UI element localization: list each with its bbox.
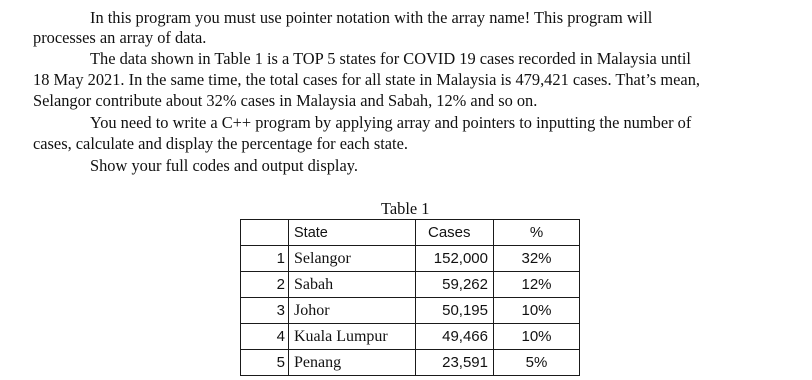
row-percent: 12%: [494, 272, 580, 298]
row-state: Kuala Lumpur: [289, 324, 416, 350]
table-caption: Table 1: [381, 199, 430, 218]
row-number: 4: [241, 324, 289, 350]
paragraph-1-line-1: In this program you must use pointer notation with the array name! This program will: [90, 8, 653, 27]
paragraph-1-line-2: processes an array of data.: [33, 28, 207, 47]
row-percent: 5%: [494, 350, 580, 376]
row-cases: 59,262: [416, 272, 494, 298]
row-cases: 23,591: [416, 350, 494, 376]
table-row: [241, 350, 580, 376]
row-number: 2: [241, 272, 289, 298]
table-row: [241, 298, 580, 324]
paragraph-2-line-2: 18 May 2021. In the same time, the total cases for all state in Malaysia is 479,421 cases. That’s mean,: [33, 70, 700, 89]
row-state: Johor: [289, 298, 416, 324]
row-percent: 32%: [494, 246, 580, 272]
header-percent: %: [494, 220, 580, 246]
row-number: 1: [241, 246, 289, 272]
row-percent: 10%: [494, 324, 580, 350]
table-row: [241, 324, 580, 350]
row-state: Sabah: [289, 272, 416, 298]
row-number: 5: [241, 350, 289, 376]
row-state: Penang: [289, 350, 416, 376]
covid-cases-table: [240, 219, 580, 376]
header-cases: Cases: [416, 220, 494, 246]
row-cases: 50,195: [416, 298, 494, 324]
table-row: [241, 272, 580, 298]
paragraph-4-line-1: Show your full codes and output display.: [90, 156, 358, 175]
row-state: Selangor: [289, 246, 416, 272]
paragraph-3-line-1: You need to write a C++ program by applying array and pointers to inputting the number of: [90, 113, 692, 132]
header-state: State: [289, 220, 416, 246]
paragraph-3-line-2: cases, calculate and display the percentage for each state.: [33, 134, 408, 153]
header-number: [241, 220, 289, 246]
paragraph-2-line-1: The data shown in Table 1 is a TOP 5 states for COVID 19 cases recorded in Malaysia until: [90, 49, 691, 68]
table-row: [241, 246, 580, 272]
table-header-row: [241, 220, 580, 246]
row-number: 3: [241, 298, 289, 324]
row-cases: 152,000: [416, 246, 494, 272]
row-percent: 10%: [494, 298, 580, 324]
paragraph-2-line-3: Selangor contribute about 32% cases in Malaysia and Sabah, 12% and so on.: [33, 91, 538, 110]
row-cases: 49,466: [416, 324, 494, 350]
